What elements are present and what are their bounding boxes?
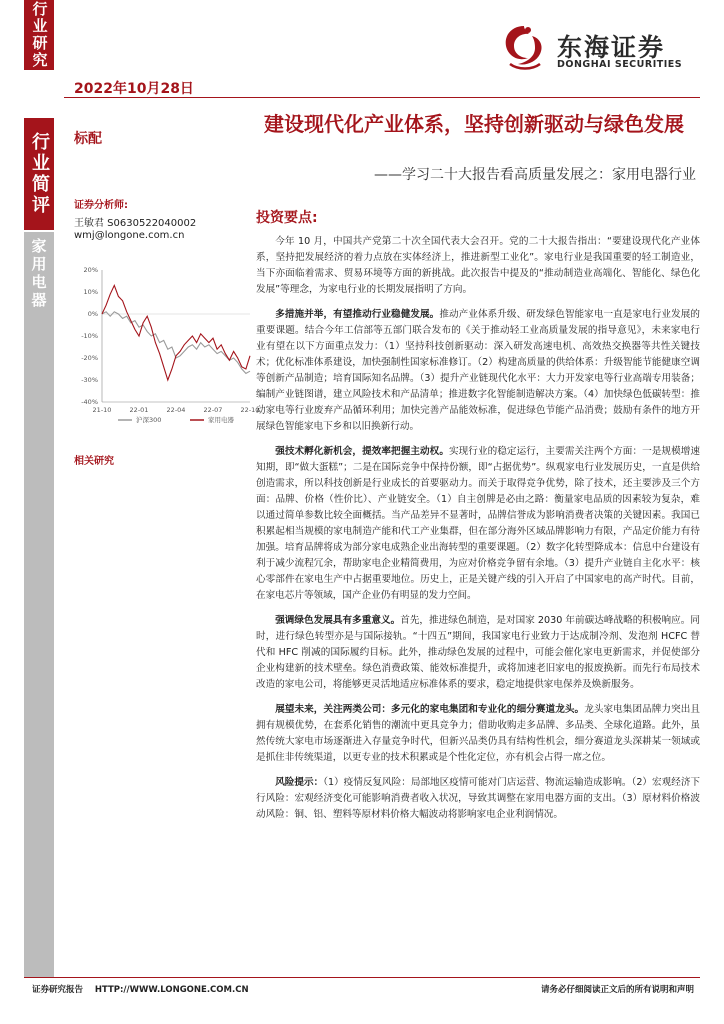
report-title: 建设现代化产业体系，坚持创新驱动与绿色发展: [264, 112, 684, 136]
report-subtitle: ——学习二十大报告看高质量发展之：家用电器行业: [374, 167, 696, 183]
x-tick-label: 22-01: [129, 406, 149, 414]
commentary-tab: [24, 118, 54, 230]
industry-rating: 标配: [74, 131, 102, 147]
legend-label: 家用电器: [208, 416, 234, 424]
related-research-label: 相关研究: [74, 456, 114, 467]
footer-website[interactable]: 证券研究报告 HTTP://WWW.LONGONE.COM.CN: [32, 985, 249, 995]
header-divider: [64, 97, 700, 98]
y-tick-label: 10%: [83, 288, 98, 296]
legend-label: 沪深300: [136, 416, 162, 424]
y-tick-label: -40%: [81, 398, 98, 406]
analyst-label: 证券分析师:: [74, 200, 128, 211]
series-line: [102, 285, 250, 380]
investment-points-heading: 投资要点:: [256, 210, 318, 226]
logo-text-cn: 东海证券: [557, 33, 666, 62]
commentary-label: 行业简评: [29, 132, 50, 216]
footer-disclaimer: 请务必仔细阅读正文后的所有说明和声明: [540, 985, 694, 995]
sector-label: 家用电器: [29, 238, 48, 310]
logo-text-en: DONGHAI SECURITIES: [557, 59, 683, 70]
body-paragraph: 今年 10 月，中国共产党第二十次全国代表大会召开。党的二十大报告指出：“要建设现代化产业体系，坚持把发展经济的着力点放在实体经济上，推进新型工业化”。家电行业是我国重要的轻工制造业，当下亦面临着需求、贸易环境等方面的新挑战。此次报告中提及的“推动制造业高端化、智能化、绿色化发展”等理念，为家电行业的长期发展指明了方向。: [256, 236, 700, 295]
y-tick-label: 0%: [87, 310, 98, 318]
body-paragraph: 强调绿色发展具有多重意义。首先，推进绿色制造，是对国家 2030 年前碳达峰战略的积极响应。同时，进行绿色转型亦是与国际接轨。“十四五”期间，我国家电行业致力于达成制冷剂、发泡剂 HCFC 替代和 HFC 削减的国际履约目标。此外，推动绿色发展的过程中，可能会催化家电更新需求，并促使部分企业构建新的技术壁垒。绿色消费政策、能效标准提升，或将加速老旧家电的报废换新。而先行布局技术改造的家电公司，将能够更灵活地适应标准体系的要求，稳定地提供家电保养及焕新服务。: [256, 615, 700, 690]
sector-tab: [24, 232, 54, 977]
y-tick-label: -10%: [81, 332, 98, 340]
body-paragraph: 展望未来，关注两类公司：多元化的家电集团和专业化的细分赛道龙头。龙头家电集团品牌力突出且拥有规模优势，在套系化销售的潮流中更具竞争力；借助收购走多品牌、多品类、全球化道路。此外，虽然传统大家电市场逐渐进入存量竞争时代，但新兴品类仍具有结构性机会，细分赛道龙头深耕某一领域或是抓住非传统渠道，以更专业的技术积累或是个性化定位，亦有机会占得一席之位。: [256, 704, 700, 763]
y-tick-label: 20%: [83, 266, 98, 274]
analyst-email[interactable]: wmj@longone.com.cn: [74, 230, 185, 241]
x-tick-label: 22-10: [240, 406, 260, 414]
x-tick-label: 22-07: [203, 406, 223, 414]
body-paragraph: 风险提示：（1）疫情反复风险：局部地区疫情可能对门店运营、物流运输造成影响。（2）宏观经济下行风险：宏观经济变化可能影响消费者收入状况，导致其调整在家用电器方面的支出。（3）原材料价格波动风险：铜、铝、塑料等原材料价格大幅波动将影响家电企业利润情况。: [256, 777, 701, 820]
analyst-name-id: 王敏君 S0630522040002: [74, 218, 197, 229]
series-line: [102, 312, 250, 374]
report-body: [256, 234, 700, 832]
x-tick-label: 22-04: [166, 406, 186, 414]
report-type-label: 行业研究: [30, 1, 49, 69]
performance-chart: [70, 262, 260, 432]
body-paragraph: 多措施并举，有望推动行业稳健发展。推动产业体系升级、研发绿色智能家电一直是家电行业发展的重要课题。结合今年工信部等五部门联合发布的《关于推动轻工业高质量发展的指导意见》，未来家电行业有望在以下方面重点发力：（1）坚持科技创新驱动：深入研发高速电机、高效热交换器等共性关键技术；优化标准体系建设，加快强制性国家标准修订。（2）构建高质量的供给体系：升级智能节能健康空调等创新产品制造；培育国际知名品牌。（3）提升产业链现代化水平：大力开发家电等行业高端专用装备；编制产业链图谱，建立风险技术和产品清单；推进数字化智能制造解决方案。（4）加快绿色低碳转型：推动家电等行业废弃产品循环利用；加快完善产品能效标准，促进绿色节能产品消费；鼓励有条件的地方开展绿色智能家电下乡和以旧换新行动。: [256, 309, 700, 432]
y-tick-label: -20%: [81, 354, 98, 362]
footer-divider: [24, 977, 700, 978]
y-tick-label: -30%: [81, 376, 98, 384]
body-paragraph: 强技术孵化新机会，提效率把握主动权。实现行业的稳定运行，主要需关注两个方面：一是规模增速知期，即“做大蛋糕”；二是在国际竞争中保持份额，即“占据优势”。纵观家电行业发展历史，一直是供给创造需求，所以科技创新是行业成长的首要驱动力。而关于取得竞争优势，除了技术，还主要涉及三个方面：品牌、价格（性价比）、产业链安全。（1）自主创牌是必由之路：衡量家电品质的因素较为复杂，难以通过简单参数比较全面概括。当产品差异不显著时，品牌信誉成为影响消费者决策的关键因素。我国已积累起相当规模的家电制造产能和代工产业集群，但在部分海外区域品牌影响力有限，产品定价能力有待加强。培育品牌将成为部分家电成熟企业出海转型的重要课题。（2）数字化转型降成本：信息中台建设有利于减少流程冗余，帮助家电企业精简费用，为应对价格竞争留有余地。（3）提升产业链自主化水平：核心零部件在家电生产中占据重要地位。历史上，正是关键产线的引入开启了中国家电的高产时代。目前，在家电芯片等领域，国产企业仍有明显的发力空间。: [256, 446, 700, 601]
report-type-tab: [24, 0, 54, 70]
report-date: 2022年10月28日: [74, 81, 194, 97]
donghai-logo-icon: [498, 22, 550, 72]
x-tick-label: 21-10: [92, 406, 112, 414]
